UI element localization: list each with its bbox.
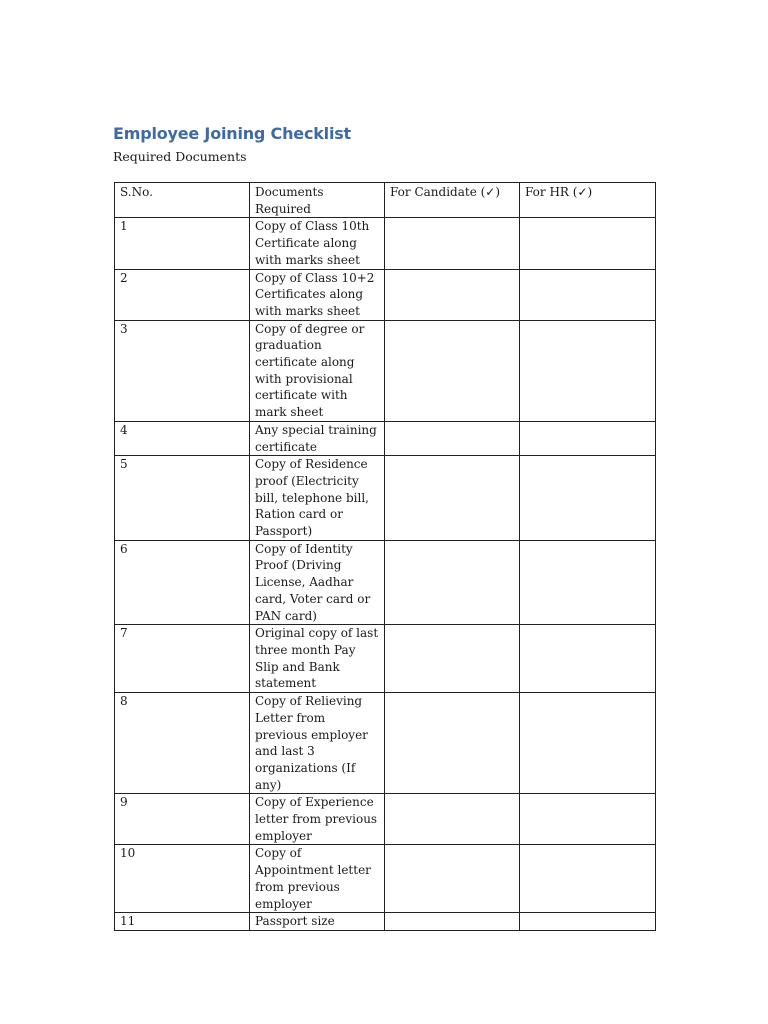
row-document: Copy of Class 10th Certificate along with marks sheet <box>250 218 385 269</box>
table-row <box>115 625 656 693</box>
hr-check-cell[interactable] <box>520 794 656 845</box>
table-row <box>115 913 656 931</box>
row-document: Copy of Relieving Letter from previous employer and last 3 organizations (If any) <box>250 693 385 794</box>
candidate-check-cell[interactable] <box>385 456 520 541</box>
row-document: Copy of Identity Proof (Driving License, Aadhar card, Voter card or PAN card) <box>250 540 385 625</box>
hr-check-cell[interactable] <box>520 540 656 625</box>
header-for-hr: For HR (✓) <box>520 183 656 218</box>
row-document: Original copy of last three month Pay Slip and Bank statement <box>250 625 385 693</box>
row-sno: 5 <box>115 456 250 541</box>
row-document: Copy of Experience letter from previous employer <box>250 794 385 845</box>
row-sno: 8 <box>115 693 250 794</box>
candidate-check-cell[interactable] <box>385 845 520 913</box>
candidate-check-cell[interactable] <box>385 320 520 421</box>
hr-check-cell[interactable] <box>520 218 656 269</box>
header-row <box>115 183 656 218</box>
row-sno: 1 <box>115 218 250 269</box>
table-row <box>115 794 656 845</box>
checklist-table <box>114 182 656 931</box>
hr-check-cell[interactable] <box>520 625 656 693</box>
table-row <box>115 269 656 320</box>
page-subtitle: Required Documents <box>113 149 247 164</box>
candidate-check-cell[interactable] <box>385 693 520 794</box>
row-sno: 4 <box>115 421 250 455</box>
row-document: Copy of degree or graduation certificate along with provisional certificate with mark sheet <box>250 320 385 421</box>
row-sno: 2 <box>115 269 250 320</box>
hr-check-cell[interactable] <box>520 845 656 913</box>
row-sno: 11 <box>115 913 250 931</box>
header-documents: Documents Required <box>250 183 385 218</box>
hr-check-cell[interactable] <box>520 421 656 455</box>
row-sno: 10 <box>115 845 250 913</box>
page-title: Employee Joining Checklist <box>113 124 352 143</box>
hr-check-cell[interactable] <box>520 456 656 541</box>
table-row <box>115 693 656 794</box>
table-row <box>115 845 656 913</box>
header-sno: S.No. <box>115 183 250 218</box>
row-document: Copy of Appointment letter from previous employer <box>250 845 385 913</box>
candidate-check-cell[interactable] <box>385 540 520 625</box>
hr-check-cell[interactable] <box>520 269 656 320</box>
hr-check-cell[interactable] <box>520 693 656 794</box>
row-sno: 9 <box>115 794 250 845</box>
table-row <box>115 456 656 541</box>
hr-check-cell[interactable] <box>520 913 656 931</box>
row-document: Passport size <box>250 913 385 931</box>
row-sno: 6 <box>115 540 250 625</box>
row-document: Copy of Residence proof (Electricity bill, telephone bill, Ration card or Passport) <box>250 456 385 541</box>
candidate-check-cell[interactable] <box>385 913 520 931</box>
candidate-check-cell[interactable] <box>385 625 520 693</box>
candidate-check-cell[interactable] <box>385 218 520 269</box>
table-row <box>115 218 656 269</box>
candidate-check-cell[interactable] <box>385 421 520 455</box>
table-row <box>115 320 656 421</box>
header-for-candidate: For Candidate (✓) <box>385 183 520 218</box>
candidate-check-cell[interactable] <box>385 269 520 320</box>
row-sno: 7 <box>115 625 250 693</box>
table-row <box>115 540 656 625</box>
table-row <box>115 421 656 455</box>
candidate-check-cell[interactable] <box>385 794 520 845</box>
row-sno: 3 <box>115 320 250 421</box>
hr-check-cell[interactable] <box>520 320 656 421</box>
row-document: Any special training certificate <box>250 421 385 455</box>
row-document: Copy of Class 10+2 Certificates along with marks sheet <box>250 269 385 320</box>
